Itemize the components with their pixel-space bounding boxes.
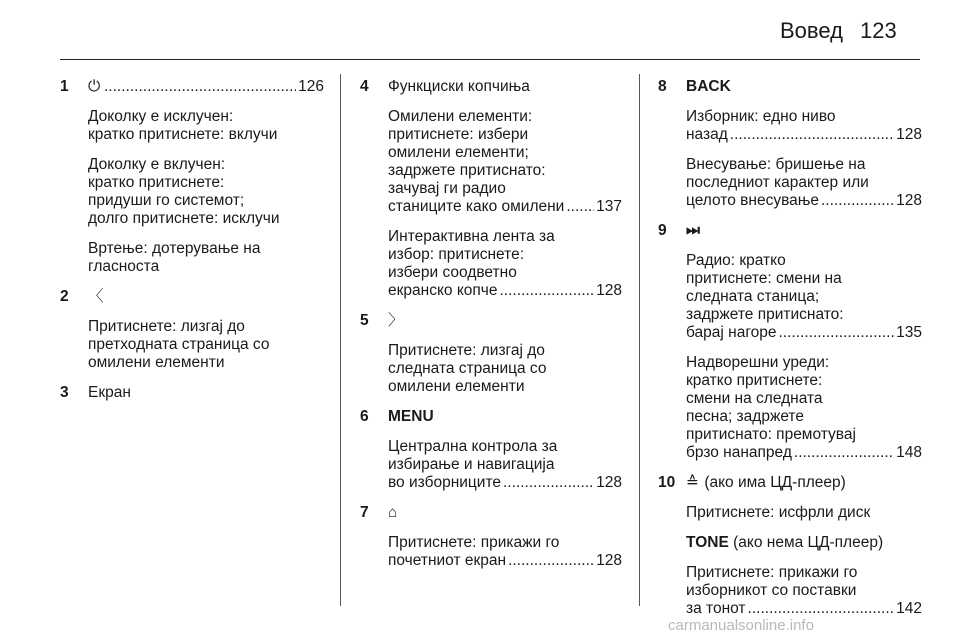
reference-text: целото внесување [686,192,819,209]
leader-dots [500,282,595,300]
item-4-function-buttons [360,78,622,300]
description [88,318,324,372]
description [686,564,922,618]
item-9-seek-forward [658,222,922,462]
text-line: песна; задржете [686,408,804,425]
text-line: притиснете: избери [388,126,529,143]
text-line: кратко притиснете: вклучи [88,126,278,143]
text-line: гласноста [88,258,160,275]
item-label: BACK [686,78,731,95]
page-reference: 128 [596,474,622,491]
reference-line [686,192,922,210]
item-number: 6 [360,408,369,425]
text-line: долго притиснете: исклучи [88,210,280,227]
item-label: MENU [388,408,434,425]
page-reference: 128 [596,552,622,569]
text-line: избери соодветно [388,264,517,281]
description [686,252,922,342]
description [686,354,922,462]
description [686,156,922,210]
item-6-menu [360,408,622,492]
leader-dots [748,600,895,618]
text-line: Радио: кратко [686,252,786,269]
description [388,342,622,396]
reference-line [388,282,622,300]
text-line: Доколку е вклучен: [88,156,226,173]
page-reference: 148 [896,444,922,461]
chevron-left-icon: 〈 [88,288,104,305]
description [686,534,922,552]
text-line: задржете притиснато: [686,306,844,323]
power-icon: ⏻ [88,78,101,95]
section-title: Вовед [780,18,843,43]
description [686,108,922,144]
description [88,156,324,228]
leader-dots [566,198,594,216]
reference-line [88,78,324,96]
text-line: изборникот со поставки [686,582,857,599]
text-line: избор: притиснете: [388,246,525,263]
page-reference: 135 [896,324,922,341]
text-line: омилени елементи [88,354,225,371]
text-line: избирање и навигација [388,456,555,473]
item-number: 4 [360,78,369,95]
text-line: Притиснете: прикажи го [686,564,858,581]
page-reference: 128 [896,126,922,143]
description [388,108,622,216]
leader-dots [503,474,594,492]
reference-line [686,126,922,144]
reference-line [388,474,622,492]
header-divider [60,59,920,60]
reference-text: брзо нанапред [686,444,792,461]
text-line: следната станица; [686,288,820,305]
leader-dots [104,78,296,96]
text-line: зачувај ги радио [388,180,506,197]
reference-text: барај нагоре [686,324,777,341]
reference-text: почетниот екран [388,552,507,569]
text-line: кратко притиснете: [88,174,225,191]
item-number: 1 [60,78,69,95]
page-reference: 126 [298,78,324,95]
page-reference: 128 [596,282,622,299]
text-line: омилени елементи [388,378,525,395]
label-suffix: (ако има ЦД-плеер) [704,474,846,491]
page-reference: 142 [896,600,922,617]
description [388,228,622,300]
item-number: 10 [658,474,676,491]
chevron-right-icon: 〉 [388,312,404,329]
item-label: Функциски копчиња [388,78,530,95]
text-line: Вртење: дотерување на [88,240,261,257]
text-line: смени на следната [686,390,823,407]
tone-suffix: (ако нема ЦД-плеер) [733,534,884,551]
text-line: Притиснете: прикажи го [388,534,560,551]
page-header [0,0,960,62]
item-7-home [360,504,622,570]
reference-text: назад [686,126,728,143]
reference-text: во изборниците [388,474,501,491]
item-number: 9 [658,222,667,239]
text-line: Изборник: едно ниво [686,108,836,125]
text-line: Централна контрола за [388,438,558,455]
page-reference: 128 [896,192,922,209]
text-line: Надворешни уреди: [686,354,830,371]
eject-icon: ≙ [686,474,699,491]
item-number: 2 [60,288,69,305]
item-number: 7 [360,504,369,521]
item-number: 3 [60,384,69,401]
item-number: 8 [658,78,667,95]
text-line: омилени елементи; [388,144,529,161]
description [388,534,622,570]
column-2 [360,78,622,570]
item-label: Екран [88,384,131,401]
text-line: претходната страница со [88,336,270,353]
leader-dots [508,552,594,570]
column-divider [639,74,640,606]
leader-dots [730,126,894,144]
column-1 [60,78,324,402]
column-3 [658,78,922,618]
reference-line [388,552,622,570]
description [88,108,324,144]
leader-dots [821,192,894,210]
item-2-previous [60,288,324,372]
text-line: задржете притиснато: [388,162,546,179]
text-line: следната страница со [388,360,547,377]
item-8-back [658,78,922,210]
item-10-eject [658,474,922,618]
item-number: 5 [360,312,369,329]
text-line: Внесување: бришење на [686,156,866,173]
reference-line [388,198,622,216]
skip-forward-icon: ⏭ [686,222,700,239]
reference-line [686,324,922,342]
leader-dots [794,444,894,462]
description [88,240,324,276]
text-line: Притиснете: лизгај до [88,318,245,335]
reference-line [686,444,922,462]
text-line: Омилени елементи: [388,108,533,125]
reference-text: за тонот [686,600,746,617]
page-number: 123 [860,18,897,43]
text-line: Доколку е исклучен: [88,108,234,125]
text-line: последниот карактер или [686,174,869,191]
text-line: придуши го системот; [88,192,245,209]
text-line: притиснете: смени на [686,270,842,287]
reference-line [686,600,922,618]
home-icon: ⌂ [388,504,398,521]
reference-text: станиците како омилени [388,198,565,215]
text-line: Интерактивна лента за [388,228,555,245]
page-reference: 137 [596,198,622,215]
text-line: Притиснете: исфрли диск [686,504,871,521]
tone-label: TONE [686,534,729,551]
leader-dots [779,324,895,342]
tone-line [686,534,922,552]
reference-text: екранско копче [388,282,498,299]
text-line: Притиснете: лизгај до [388,342,545,359]
item-1-power [60,78,324,276]
watermark: carmanualsonline.info [668,617,814,634]
item-5-next [360,312,622,396]
item-3-display [60,384,324,402]
text-line: кратко притиснете: [686,372,823,389]
item-label [686,474,922,492]
description [686,504,922,522]
column-divider [340,74,341,606]
description [388,438,622,492]
text-line: притиснато: премотувај [686,426,856,443]
